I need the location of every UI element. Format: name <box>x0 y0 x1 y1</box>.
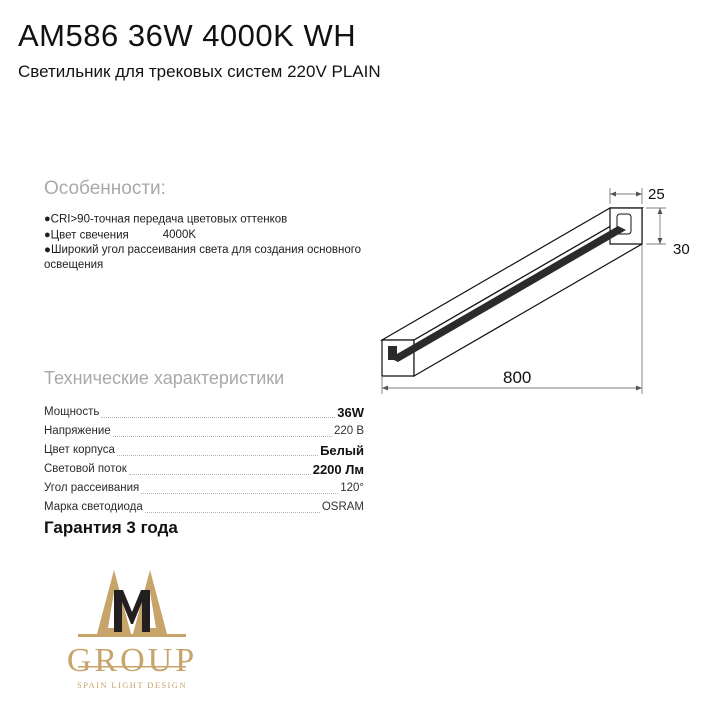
spec-row <box>44 441 364 460</box>
feature-item-label: Цвет свечения <box>50 229 129 242</box>
spec-row <box>44 403 364 422</box>
features-section <box>44 178 364 273</box>
logo-tagline: SPAIN LIGHT DESIGN <box>77 680 187 690</box>
spec-value: 120° <box>340 482 364 494</box>
spec-leader-dots <box>145 511 320 513</box>
features-heading: Особенности: <box>44 178 166 199</box>
spec-value: 36W <box>337 405 364 420</box>
spec-name: Напряжение <box>44 425 111 437</box>
feature-item <box>44 212 364 228</box>
brand-logo <box>62 556 202 702</box>
spec-leader-dots <box>117 454 318 456</box>
feature-item-label: CRI>90-точная передача цветовых оттенков <box>50 213 288 226</box>
spec-leader-dots <box>141 492 338 494</box>
dimension-length-label: 800 <box>503 368 532 387</box>
page-title: AM586 36W 4000K WH <box>18 18 357 53</box>
feature-item <box>44 228 364 244</box>
spec-name: Марка светодиода <box>44 501 143 513</box>
spec-leader-dots <box>113 435 332 437</box>
feature-item-label: Широкий угол рассеивания света для создания основного освещения <box>44 244 362 272</box>
luminaire-isometric-drawing <box>370 180 700 420</box>
bullet-icon: ● <box>44 228 51 241</box>
dimension-height-label: 30 <box>673 241 690 258</box>
product-drawing <box>370 180 700 420</box>
spec-name: Угол рассеивания <box>44 482 140 494</box>
dimension-depth-label: 25 <box>648 186 665 203</box>
spec-value: OSRAM <box>321 501 364 513</box>
spec-row <box>44 498 364 517</box>
spec-name: Световой поток <box>44 463 127 475</box>
page-subtitle: Светильник для трековых систем 220V PLAIN <box>18 62 381 81</box>
spec-leader-dots <box>101 416 335 418</box>
spec-value: Белый <box>320 443 364 458</box>
feature-item <box>44 243 364 273</box>
bullet-icon: ● <box>44 244 51 257</box>
bullet-icon: ● <box>44 213 51 225</box>
feature-color-value: 4000K <box>162 229 197 242</box>
spec-leader-dots <box>129 473 311 475</box>
spec-name: Мощность <box>44 406 100 418</box>
spec-row <box>44 460 364 479</box>
spec-row <box>44 479 364 498</box>
specifications-section <box>44 368 364 517</box>
specifications-heading: Технические характеристики <box>44 368 285 388</box>
spec-value: 220 В <box>333 425 364 437</box>
warranty-text: Гарантия 3 года <box>44 518 178 537</box>
logo-wordmark: GROUP <box>66 642 198 679</box>
spec-name: Цвет корпуса <box>44 444 115 456</box>
spec-row <box>44 422 364 441</box>
spec-value: 2200 Лм <box>312 462 364 477</box>
